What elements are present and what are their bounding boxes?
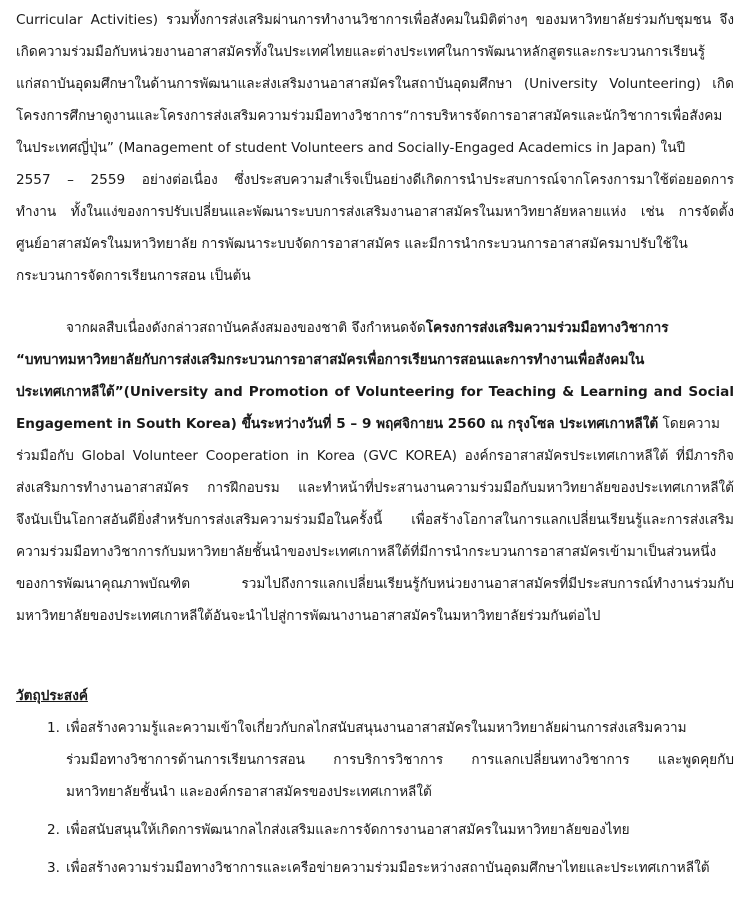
project-title-line: “บทบาทมหาวิทยาลัยกับการส่งเสริมกระบวนการอาสาสมัครเพื่อการเรียนการสอนและการทำงานเพื่อสังคมใน [16, 352, 645, 368]
text-line: ศูนย์อาสาสมัครในมหาวิทยาลัย การพัฒนาระบบจัดการอาสาสมัคร และมีการนำกระบวนการอาสาสมัครมาปรับใช้ใน [16, 236, 688, 252]
text-line: กระบวนการจัดการเรียนการสอน เป็นต้น [16, 268, 251, 284]
list-item-text: ร่วมมือทางวิชาการด้านการเรียนการสอน การบริการวิชาการ การแลกเปลี่ยนทางวิชาการ และพูดคุยกับ [66, 752, 734, 768]
text-line: ร่วมมือกับ Global Volunteer Cooperation in Korea (GVC KOREA) องค์กรอาสาสมัครประเทศเกาหลีใต้ ที่มีภารกิจ [16, 448, 734, 464]
text-line: มหาวิทยาลัยของประเทศเกาหลีใต้อันจะนำไปสู่การพัฒนางานอาสาสมัครในมหาวิทยาลัยร่วมกันต่อไป [16, 608, 601, 624]
list-item-text: เพื่อสร้างความร่วมมือทางวิชาการและเครือข่ายความร่วมมือระหว่างสถาบันอุดมศึกษาไทยและประเทศเกาหลีใต้ [66, 860, 710, 876]
text-line [66, 318, 734, 338]
list-item-number: 3. [47, 860, 60, 876]
text-line: ทำงาน ทั้งในแง่ของการปรับเปลี่ยนและพัฒนาระบบการส่งเสริมงานอาสาสมัครในมหาวิทยาลัยหลายแห่ง เช่น การจัดตั้ง [16, 204, 734, 220]
text-line: จึงนับเป็นโอกาสอันดียิ่งสำหรับการส่งเสริมความร่วมมือในครั้งนี้ เพื่อสร้างโอกาสในการแลกเปลี่ยนเรียนรู้และการส่งเสริม [16, 512, 734, 528]
intro-text: จากผลสืบเนื่องดังกล่าวสถาบันคลังสมองของชาติ จึงกำหนดจัด [66, 320, 426, 336]
text-line: ความร่วมมือทางวิชาการกับมหาวิทยาลัยชั้นนำของประเทศเกาหลีใต้ที่มีการนำกระบวนการอาสาสมัครเข้ามาเป็นส่วนหนึ่ง [16, 544, 717, 560]
text-line: เกิดความร่วมมือกับหน่วยงานอาสาสมัครทั้งในประเทศไทยและต่างประเทศในการพัฒนาหลักสูตรและกระบวนการเรียนรู้ [16, 44, 706, 60]
list-item-text: เพื่อสนับสนุนให้เกิดการพัฒนากลไกส่งเสริมและการจัดการงานอาสาสมัครในมหาวิทยาลัยของไทย [66, 822, 630, 838]
text-line: 2557 – 2559 อย่างต่อเนื่อง ซึ่งประสบความสำเร็จเป็นอย่างดีเกิดการนำประสบการณ์จากโครงการมาใช้ต่อยอดการ [16, 172, 734, 188]
project-title-line: ประเทศเกาหลีใต้”(University and Promotion of Volunteering for Teaching & Learning and Social [16, 384, 734, 400]
list-item-number: 1. [47, 720, 60, 736]
text-line: ของการพัฒนาคุณภาพบัณฑิต รวมไปถึงการแลกเปลี่ยนเรียนรู้กับหน่วยงานอาสาสมัครที่มีประสบการณ์ทำงานร่วมกับ [16, 576, 734, 592]
text-line: Curricular Activities) รวมทั้งการส่งเสริมผ่านการทำงานวิชาการเพื่อสังคมในมิติต่างๆ ของมหาวิทยาลัยร่วมกับชุมชน จึง [16, 12, 734, 28]
text-line: แก่สถาบันอุดมศึกษาในด้านการพัฒนาและส่งเสริมงานอาสาสมัครในสถาบันอุดมศึกษา (University Volunteering) เกิด [16, 76, 734, 92]
text-line: ในประเทศญี่ปุ่น” (Management of student Volunteers and Socially-Engaged Academics in Japan) ในปี [16, 140, 686, 156]
list-item-number: 2. [47, 822, 60, 838]
text-line: โครงการศึกษาดูงานและโครงการส่งเสริมความร่วมมือทางวิชาการ“การบริหารจัดการอาสาสมัครและนักวิชาการเพื่อสังคม [16, 108, 723, 124]
project-date-bold: Engagement in South Korea) ขึ้นระหว่างวันที่ 5 – 9 พฤศจิกายน 2560 ณ กรุงโซล ประเทศเกาหลีใต้ [16, 416, 659, 432]
list-item-text: มหาวิทยาลัยชั้นนำ และองค์กรอาสาสมัครของประเทศเกาหลีใต้ [66, 784, 432, 800]
text-line [16, 414, 734, 434]
list-item-text: เพื่อสร้างความรู้และความเข้าใจเกี่ยวกับกลไกสนับสนุนงานอาสาสมัครในมหาวิทยาลัยผ่านการส่งเสริมความ [66, 720, 687, 736]
text-continued: โดยความ [658, 416, 720, 432]
objectives-heading: วัตถุประสงค์ [16, 688, 88, 704]
text-line: ส่งเสริมการทำงานอาสาสมัคร การฝึกอบรม และทำหน้าที่ประสานงานความร่วมมือกับมหาวิทยาลัยของประเทศเกาหลีใต้ [16, 480, 734, 496]
project-title-bold: โครงการส่งเสริมความร่วมมือทางวิชาการ [425, 320, 669, 336]
